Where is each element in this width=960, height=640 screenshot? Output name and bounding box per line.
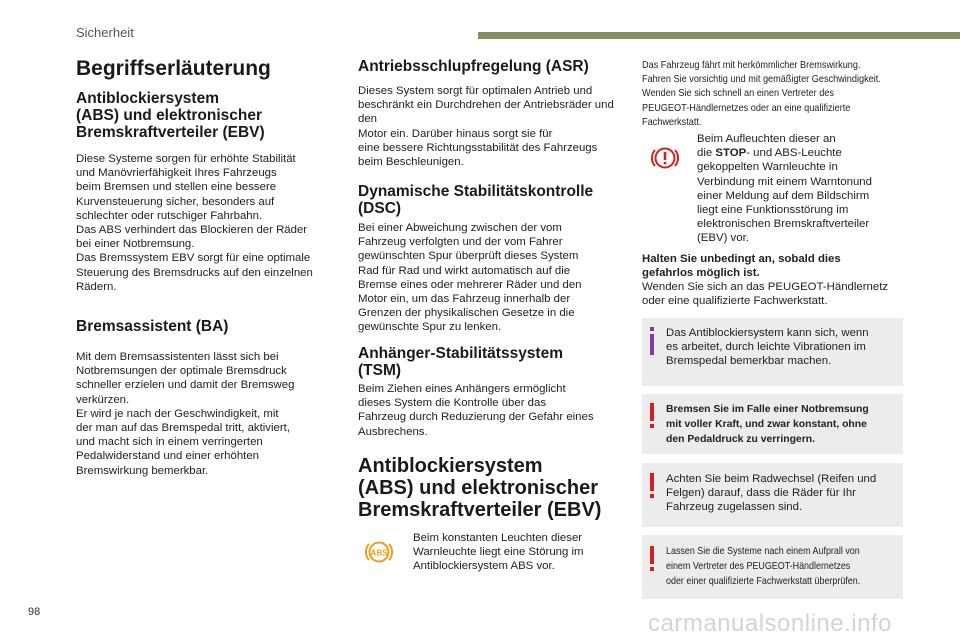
info-text: Das Antiblockiersystem kann sich, wenn es arbeitet, durch leichte Vibrationen im Bremspedal bemerkbar machen. [666,327,869,368]
warning-icon [650,473,654,491]
intro-text: Das Fahrzeug fährt mit herkömmlicher Bremswirkung. Fahren Sie vorsichtig und mit gemäßigter Geschwindigkeit. Wenden Sie sich schnell an einen Vertreter des PEUGEOT-Händlernetzes oder an eine qualifizierte Fachwerkstatt. [642,60,881,128]
header-bar [478,32,960,39]
info-icon [650,327,654,331]
page-title: Begriffserläuterung [76,57,271,80]
abs-ebv-heading: Antiblockiersystem (ABS) und elektronischer Bremskraftverteiler (EBV) [358,455,602,521]
stop-warning-icon [648,142,682,174]
ba-text: Mit dem Bremsassistenten lässt sich bei Notbremsungen der optimale Bremsdruck schneller erzielen und damit der Bremsweg verkürzen. Er wird je nach der Geschwindigkeit, mit der man auf das Bremspedal tritt, aktiviert, und macht sich in einem verringerten Pedalwiderstand und einer erhöhten Bremswirkung bemerkbar. [76,351,295,477]
watermark: carmanualsonline.info [648,610,892,637]
stop-text-before: Beim Aufleuchten dieser an die [697,133,836,160]
warning-icon [650,403,654,421]
warning-text-3: Lassen Sie die Systeme nach einem Aufprall von einem Vertreter des PEUGEOT-Händlernetzes oder einer qualifizierte Fachwerkstatt überprüfen. [666,546,861,587]
page-number: 98 [28,606,41,618]
abs-warning-icon [363,536,395,568]
info-box [642,318,903,386]
warning-box-1 [642,394,903,454]
dsc-heading: Dynamische Stabilitätskontrolle (DSC) [358,183,594,217]
warning-box-3 [642,535,903,599]
stop-text-bold: STOP [715,147,747,160]
warning-text-2: Achten Sie beim Radwechsel (Reifen und Felgen) darauf, dass die Räder für Ihr Fahrzeug zugelassen sind. [666,473,877,514]
stop-text [697,132,872,246]
halt-text: Wenden Sie sich an das PEUGEOT-Händlernetz oder eine qualifizierte Fachwerkstatt. [642,281,889,308]
abs-heading: Antiblockiersystem (ABS) und elektronischer Bremskraftverteiler (EBV) [76,90,265,141]
abs-text: Diese Systeme sorgen für erhöhte Stabilität und Manövrierfähigkeit Ihres Fahrzeugs beim Bremsen und stellen eine bessere Kurvensteuerung sicher, besonders auf schlechter oder rutschiger Fahrbahn. Das ABS verhindert das Blockieren der Räder bei einer Notbremsung. Das Bremssystem EBV sorgt für eine optimale Steuerung des Bremsdrucks auf den einzelnen Rädern. [76,153,313,293]
tsm-text: Beim Ziehen eines Anhängers ermöglicht dieses System die Kontrolle über das Fahrzeug durch Reduzierung der Gefahr eines Ausbrechens. [358,383,594,438]
asr-text: Dieses System sorgt für optimalen Antrieb und beschränkt ein Durchdrehen der Antriebsräder und den Motor ein. Darüber hinaus sorgt sie für eine bessere Richtungsstabilität des Fahrzeugs beim Beschleunigen. [358,85,614,169]
abs-light-text: Beim konstanten Leuchten dieser Warnleuchte liegt eine Störung im Antiblockiersystem ABS vor. [413,532,584,573]
halt-bold-text: Halten Sie unbedingt an, sobald dies gefahrlos möglich ist. [642,253,841,280]
abs-icon-label: ABS [370,548,388,558]
warning-box-2 [642,463,903,527]
warning-icon [650,546,654,564]
section-header: Sicherheit [76,25,134,40]
warning-text-1: Bremsen Sie im Falle einer Notbremsung mit voller Kraft, und zwar konstant, ohne den Pedaldruck zu verringern. [666,404,869,445]
tsm-heading: Anhänger-Stabilitätssystem (TSM) [358,345,563,379]
stop-text-after: - und ABS-Leuchte gekoppelten Warnleuchte in Verbindung mit einem Warntonund einer Meldung auf dem Bildschirm liegt eine Funktionsstörung im elektronischen Bremskraftverteiler (EBV) vor. [697,147,872,245]
dsc-text: Bei einer Abweichung zwischen der vom Fahrzeug verfolgten und der vom Fahrer gewünschten Spur überprüft dieses System Rad für Rad und wirkt automatisch auf die Bremse eines oder mehrerer Räder und den Motor ein, um das Fahrzeug innerhalb der Grenzen der physikalischen Gesetze in die gewünschte Spur zu lenken. [358,222,582,334]
asr-heading: Antriebsschlupfregelung (ASR) [358,58,589,75]
ba-heading: Bremsassistent (BA) [76,318,229,335]
